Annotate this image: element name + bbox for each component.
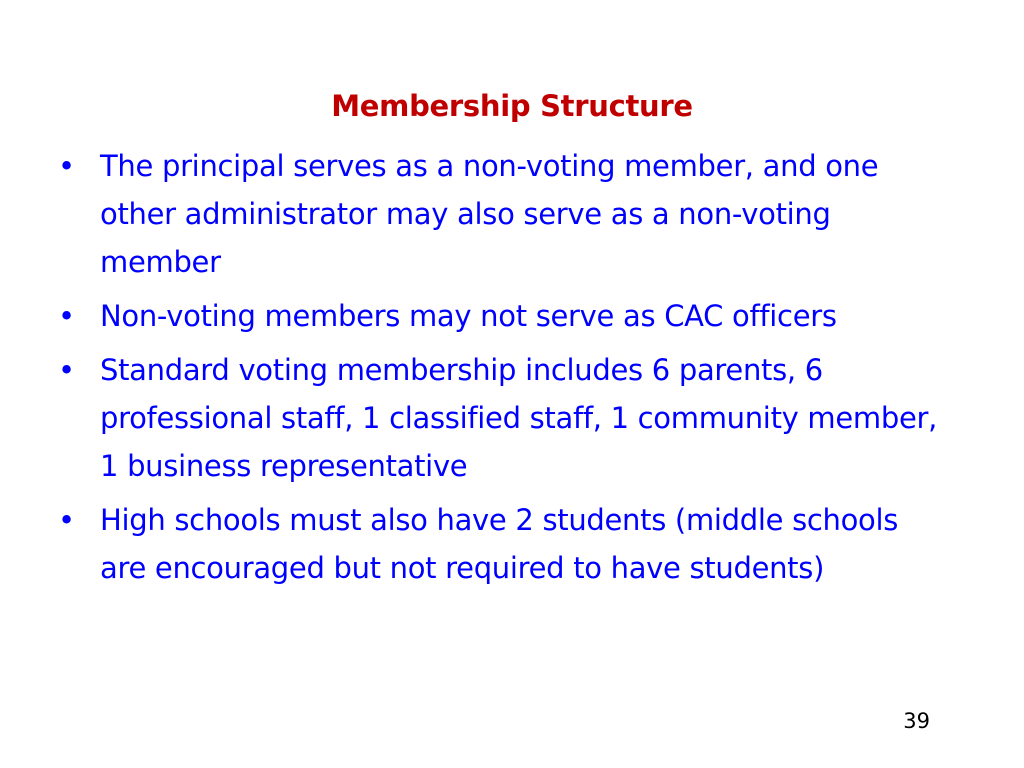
bullet-text: The principal serves as a non-voting member, and one other administrator may also serve as a non-voting member (100, 149, 879, 279)
bullet-text: High schools must also have 2 students (middle schools are encouraged but not required to have students) (100, 503, 899, 585)
bullet-item-non-voting-officers (58, 292, 938, 340)
bullet-icon: • (58, 353, 75, 387)
bullet-list (58, 142, 938, 598)
slide-title: Membership Structure (331, 89, 693, 123)
bullet-icon: • (58, 149, 75, 183)
bullet-item-high-school-students (58, 496, 938, 592)
bullet-icon: • (58, 299, 75, 333)
bullet-icon: • (58, 503, 75, 537)
bullet-text: Non-voting members may not serve as CAC officers (100, 299, 837, 333)
bullet-item-standard-voting-membership (58, 346, 938, 490)
bullet-item-principal (58, 142, 938, 286)
bullet-text: Standard voting membership includes 6 parents, 6 professional staff, 1 classified staff, 1 community member, 1 business representative (100, 353, 938, 483)
page-number: 39 (903, 709, 930, 733)
